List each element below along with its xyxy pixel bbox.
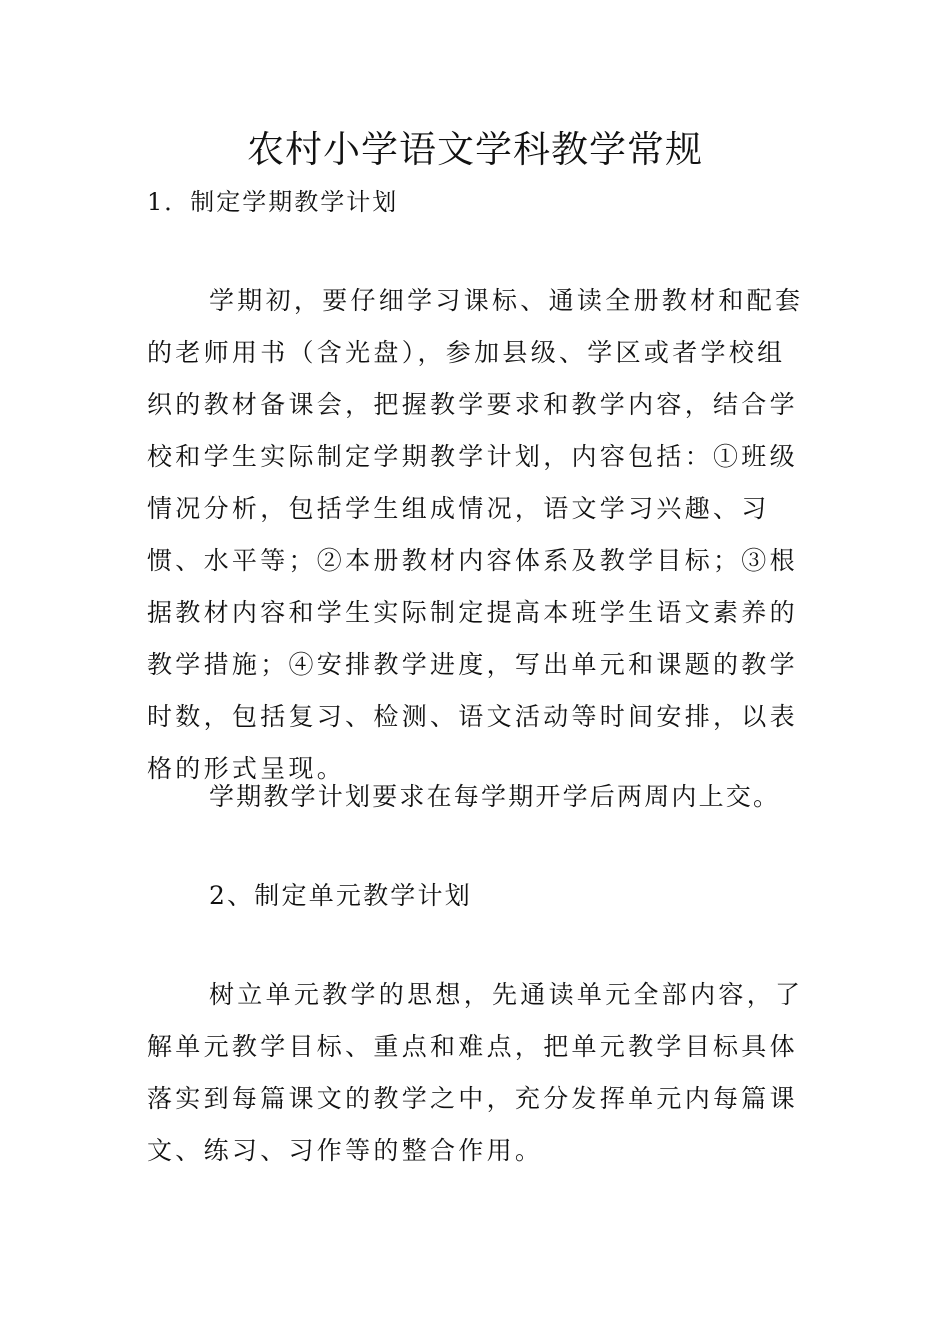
section-heading-2: 2、制定单元教学计划 (209, 881, 472, 910)
section-heading-1: 1．制定学期教学计划 (147, 188, 399, 216)
paragraph-semester-plan: 学期初，要仔细学习课标、通读全册教材和配套的老师用书（含光盘），参加县级、学区或者学校组织的教材备课会，把握教学要求和教学内容，结合学校和学生实际制定学期教学计划，内容包括：①班级情况分析，包括学生组成情况，语文学习兴趣、习惯、水平等；②本册教材内容体系及教学目标；③根据教材内容和学生实际制定提高本班学生语文素养的教学措施；④安排教学进度，写出单元和课题的教学时数，包括复习、检测、语文活动等时间安排，以表格的形式呈现。 (147, 286, 804, 783)
paragraph-unit-plan: 树立单元教学的思想，先通读单元全部内容，了解单元教学目标、重点和难点，把单元教学目标具体落实到每篇课文的教学之中，充分发挥单元内每篇课文、练习、习作等的整合作用。 (147, 980, 804, 1165)
paragraph-submission-deadline: 学期教学计划要求在每学期开学后两周内上交。 (209, 782, 781, 811)
document-title: 农村小学语文学科教学常规 (247, 128, 703, 171)
